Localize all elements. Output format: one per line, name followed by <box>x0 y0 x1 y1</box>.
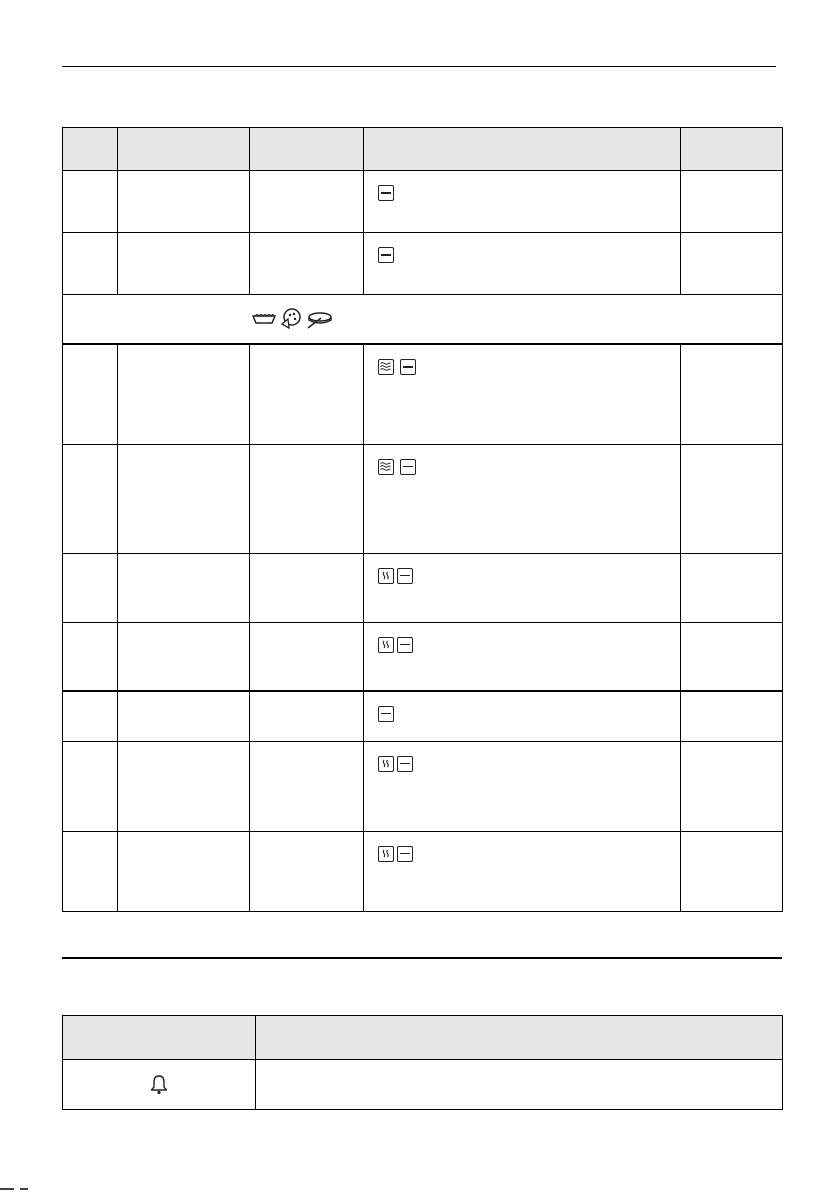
bottom-heat-icon <box>378 247 394 263</box>
table-row <box>63 691 783 741</box>
symbol-table <box>62 1015 783 1110</box>
bottom-heat-icon <box>378 185 394 201</box>
bottom-heat-light-icon <box>378 706 394 722</box>
section-rule <box>62 957 782 959</box>
table-row <box>63 171 783 233</box>
steam-heat-icon <box>378 756 394 772</box>
bottom-heat-icon <box>397 637 413 653</box>
baking-table <box>62 127 783 912</box>
header-cell <box>63 128 118 171</box>
steam-heat-icon <box>378 637 394 653</box>
bottom-heat-icon <box>397 568 413 584</box>
header-cell <box>681 128 783 171</box>
bell-icon <box>149 1074 169 1096</box>
table-header-row <box>63 1016 783 1060</box>
top-rule <box>62 66 776 67</box>
section-row <box>63 295 783 345</box>
true-fan-icon <box>378 459 394 475</box>
pizza-icon <box>279 307 303 331</box>
table-row <box>63 1060 783 1110</box>
steam-heat-icon <box>378 568 394 584</box>
table-header-row <box>63 128 783 171</box>
table-row <box>63 444 783 553</box>
bottom-heat-icon <box>397 846 413 862</box>
table-row <box>63 233 783 295</box>
header-cell <box>63 1016 256 1060</box>
table-row <box>63 622 783 691</box>
header-cell <box>256 1016 783 1060</box>
true-fan-icon <box>378 359 394 375</box>
table-row <box>63 831 783 911</box>
baking-tin-icon <box>251 309 277 329</box>
steam-heat-icon <box>378 846 394 862</box>
crop-mark <box>0 1186 30 1192</box>
bottom-heat-icon <box>397 756 413 772</box>
flan-base-icon <box>305 308 333 330</box>
bottom-heat-icon <box>400 459 416 475</box>
header-cell <box>364 128 681 171</box>
table-row <box>63 741 783 831</box>
header-cell <box>250 128 364 171</box>
table-row <box>63 344 783 444</box>
header-cell <box>118 128 250 171</box>
bottom-heat-icon <box>400 359 416 375</box>
table-row <box>63 553 783 622</box>
